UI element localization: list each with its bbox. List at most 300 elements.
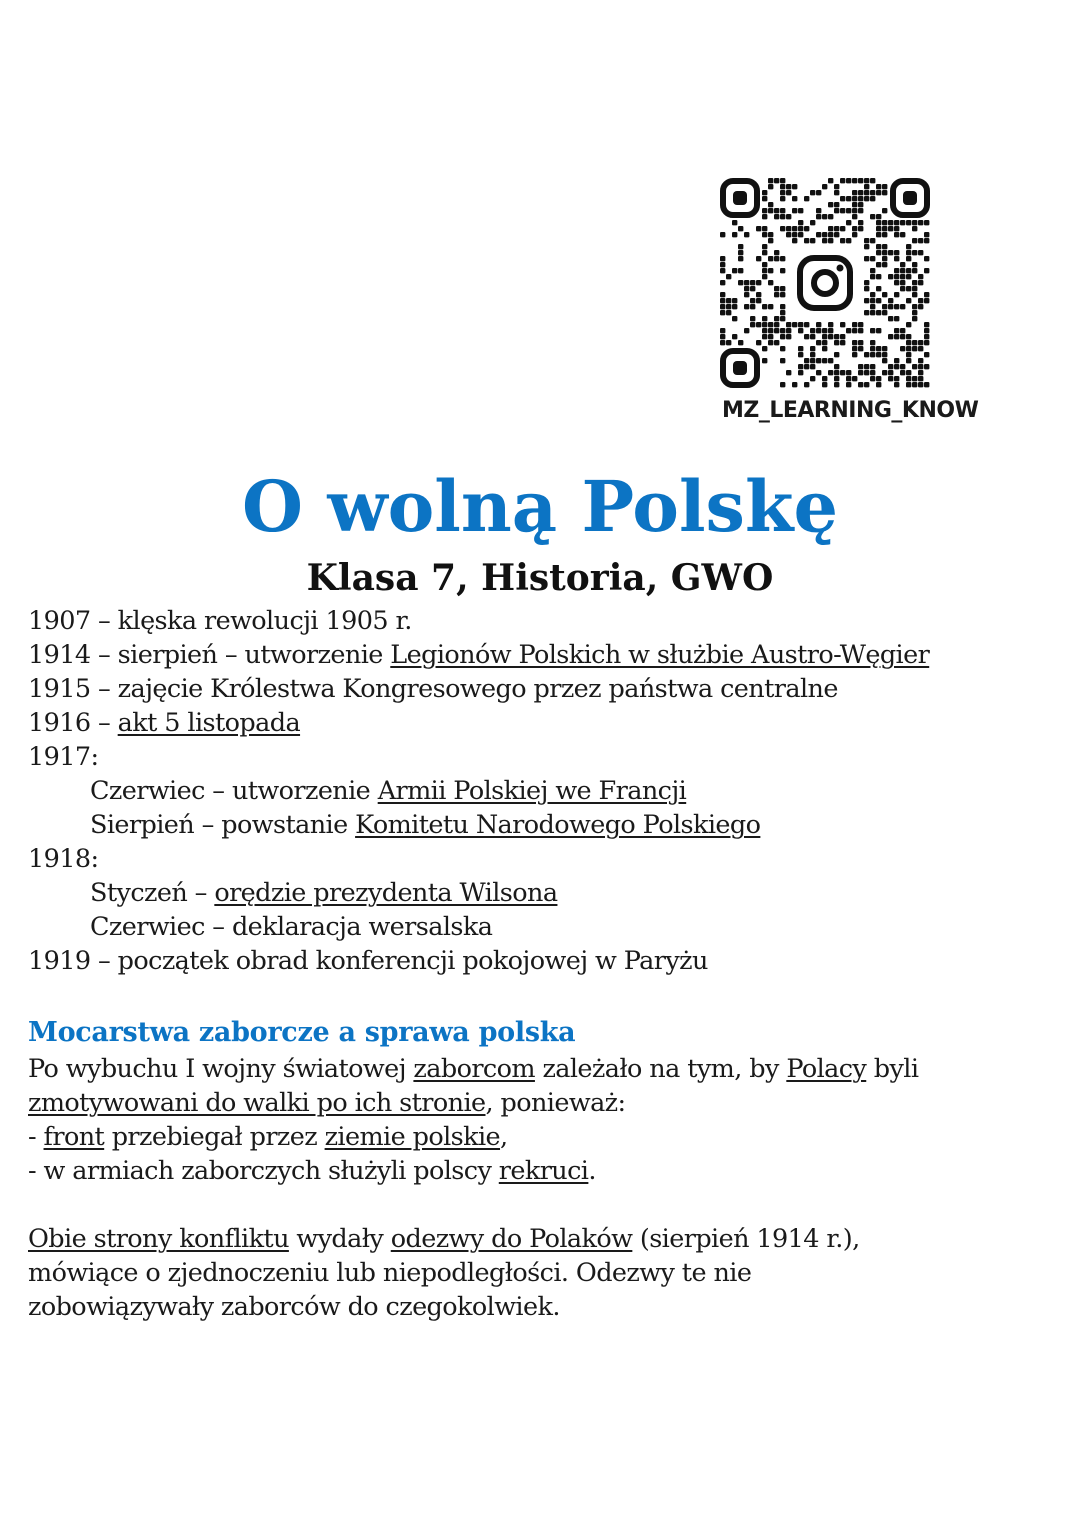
qr-module: [834, 202, 839, 207]
qr-module: [846, 208, 851, 213]
qr-module: [858, 328, 863, 333]
qr-module: [900, 286, 905, 291]
qr-module: [822, 358, 827, 363]
qr-module: [780, 256, 785, 261]
qr-module: [762, 358, 767, 363]
qr-module: [768, 268, 773, 273]
qr-module: [762, 274, 767, 279]
qr-module: [750, 280, 755, 285]
qr-module: [912, 310, 917, 315]
qr-module: [750, 316, 755, 321]
qr-module: [864, 382, 869, 387]
qr-module: [810, 358, 815, 363]
qr-module: [906, 220, 911, 225]
timeline-text: Sierpień – powstanie: [90, 810, 356, 840]
qr-module: [894, 316, 899, 321]
qr-module: [828, 322, 833, 327]
qr-module: [912, 262, 917, 267]
qr-module: [870, 256, 875, 261]
qr-module: [774, 322, 779, 327]
qr-module: [720, 268, 725, 273]
qr-module: [822, 238, 827, 243]
qr-module: [882, 310, 887, 315]
timeline-subrow: [28, 774, 1073, 808]
qr-module: [858, 340, 863, 345]
qr-module: [804, 334, 809, 339]
qr-module: [780, 334, 785, 339]
timeline-text: 1919 – początek obrad konferencji pokojowej w Paryżu: [28, 946, 708, 976]
qr-module: [894, 280, 899, 285]
qr-module: [750, 322, 755, 327]
qr-module: [768, 202, 773, 207]
qr-module: [768, 322, 773, 327]
qr-module: [840, 370, 845, 375]
qr-module: [822, 214, 827, 219]
qr-module: [720, 280, 725, 285]
timeline-text: Czerwiec – utworzenie: [90, 776, 378, 806]
qr-module: [912, 376, 917, 381]
qr-module: [816, 214, 821, 219]
qr-module: [900, 334, 905, 339]
qr-module: [894, 274, 899, 279]
qr-module: [792, 226, 797, 231]
text-run: wydały: [288, 1224, 391, 1254]
qr-module: [912, 340, 917, 345]
qr-module: [918, 280, 923, 285]
qr-module: [900, 370, 905, 375]
timeline-term: orędzie prezydenta Wilsona: [214, 878, 558, 908]
qr-module: [774, 340, 779, 345]
timeline-row: [28, 672, 1073, 706]
qr-module: [840, 340, 845, 345]
qr-module: [816, 322, 821, 327]
qr-module: [912, 268, 917, 273]
qr-module: [870, 214, 875, 219]
qr-module: [780, 208, 785, 213]
qr-module: [798, 346, 803, 351]
qr-module: [834, 232, 839, 237]
qr-module: [858, 382, 863, 387]
qr-module: [888, 364, 893, 369]
qr-module: [774, 178, 779, 183]
timeline-subrow: [28, 910, 1073, 944]
qr-module: [846, 220, 851, 225]
qr-module: [756, 226, 761, 231]
qr-module: [864, 184, 869, 189]
qr-module: [744, 292, 749, 297]
qr-module: [912, 382, 917, 387]
qr-module: [780, 226, 785, 231]
qr-module: [918, 298, 923, 303]
qr-module: [924, 340, 929, 345]
qr-module: [780, 190, 785, 195]
qr-module: [852, 346, 857, 351]
qr-module: [858, 178, 863, 183]
section-paragraph-2: [28, 1222, 1058, 1324]
qr-module: [744, 304, 749, 309]
qr-module: [900, 280, 905, 285]
qr-module: [882, 292, 887, 297]
qr-module: [888, 370, 893, 375]
qr-module: [774, 328, 779, 333]
qr-module: [720, 292, 725, 297]
qr-module: [828, 238, 833, 243]
qr-module: [804, 238, 809, 243]
qr-module: [918, 220, 923, 225]
qr-module: [792, 184, 797, 189]
qr-module: [762, 334, 767, 339]
qr-module: [840, 196, 845, 201]
qr-module: [816, 208, 821, 213]
qr-module: [870, 238, 875, 243]
qr-module: [894, 226, 899, 231]
qr-module: [852, 322, 857, 327]
qr-code-block: [720, 178, 979, 423]
qr-module: [912, 286, 917, 291]
qr-module: [768, 340, 773, 345]
qr-module: [906, 268, 911, 273]
qr-module: [768, 304, 773, 309]
qr-module: [906, 382, 911, 387]
qr-module: [768, 238, 773, 243]
qr-module: [852, 190, 857, 195]
qr-module: [894, 220, 899, 225]
qr-module: [822, 346, 827, 351]
qr-module: [804, 364, 809, 369]
text-run: ,: [500, 1122, 508, 1152]
qr-module: [882, 262, 887, 267]
qr-module: [888, 250, 893, 255]
qr-module: [888, 304, 893, 309]
qr-module: [876, 220, 881, 225]
qr-module: [762, 232, 767, 237]
qr-module: [924, 268, 929, 273]
qr-module: [816, 340, 821, 345]
qr-module: [888, 376, 893, 381]
qr-module: [900, 262, 905, 267]
qr-module: [900, 220, 905, 225]
qr-module: [762, 214, 767, 219]
qr-module: [864, 238, 869, 243]
term-motywacja: zmotywowani do walki po ich stronie: [28, 1088, 486, 1118]
timeline-text: Czerwiec – deklaracja wersalska: [90, 912, 493, 942]
text-run: (sierpień 1914 r.),: [632, 1224, 860, 1254]
qr-module: [804, 196, 809, 201]
qr-module: [882, 208, 887, 213]
qr-module: [804, 322, 809, 327]
qr-module: [870, 370, 875, 375]
qr-module: [780, 286, 785, 291]
qr-module: [834, 376, 839, 381]
qr-module: [726, 310, 731, 315]
qr-module: [762, 322, 767, 327]
qr-module: [906, 298, 911, 303]
instagram-handle: MZ_LEARNING_KNOW: [722, 398, 979, 423]
qr-module: [882, 220, 887, 225]
timeline-term: Komitetu Narodowego Polskiego: [355, 810, 761, 840]
qr-module: [912, 220, 917, 225]
qr-module: [762, 328, 767, 333]
text-run: - w armiach zaborczych służyli polscy: [28, 1156, 499, 1186]
qr-module: [798, 220, 803, 225]
qr-module: [762, 196, 767, 201]
qr-module: [876, 184, 881, 189]
qr-module: [924, 238, 929, 243]
timeline-row: [28, 740, 1073, 774]
qr-module: [906, 340, 911, 345]
qr-module: [900, 328, 905, 333]
qr-module: [798, 352, 803, 357]
qr-module: [810, 238, 815, 243]
qr-module: [744, 280, 749, 285]
qr-module: [750, 304, 755, 309]
qr-module: [876, 328, 881, 333]
qr-module: [828, 328, 833, 333]
qr-module: [750, 298, 755, 303]
qr-module: [756, 280, 761, 285]
qr-module: [924, 298, 929, 303]
qr-module: [786, 214, 791, 219]
qr-module: [804, 226, 809, 231]
qr-module: [774, 250, 779, 255]
qr-module: [882, 346, 887, 351]
qr-module: [870, 196, 875, 201]
qr-module: [852, 376, 857, 381]
qr-module: [834, 382, 839, 387]
qr-module: [924, 352, 929, 357]
qr-module: [876, 250, 881, 255]
qr-module: [834, 226, 839, 231]
qr-module: [816, 370, 821, 375]
qr-module: [852, 340, 857, 345]
qr-module: [888, 334, 893, 339]
qr-module: [864, 178, 869, 183]
qr-module: [720, 334, 725, 339]
qr-module: [906, 370, 911, 375]
qr-module: [882, 226, 887, 231]
qr-module: [774, 256, 779, 261]
qr-module: [780, 358, 785, 363]
qr-module: [834, 334, 839, 339]
timeline-text: 1917:: [28, 742, 99, 772]
qr-module: [840, 238, 845, 243]
qr-module: [858, 226, 863, 231]
qr-module: [798, 232, 803, 237]
qr-module: [774, 208, 779, 213]
timeline-text: 1918:: [28, 844, 99, 874]
timeline-text: 1907 – klęska rewolucji 1905 r.: [28, 606, 412, 636]
qr-module: [822, 328, 827, 333]
qr-module: [780, 178, 785, 183]
qr-module: [924, 322, 929, 327]
qr-module: [906, 358, 911, 363]
qr-module: [822, 232, 827, 237]
text-run: , ponieważ:: [485, 1088, 626, 1118]
qr-module: [810, 364, 815, 369]
qr-module: [894, 364, 899, 369]
qr-module: [834, 190, 839, 195]
qr-module: [876, 346, 881, 351]
qr-module: [894, 376, 899, 381]
qr-module: [786, 370, 791, 375]
qr-module: [846, 382, 851, 387]
qr-module: [894, 334, 899, 339]
timeline-row: [28, 706, 1073, 740]
qr-module: [810, 190, 815, 195]
qr-module: [756, 340, 761, 345]
qr-module: [870, 274, 875, 279]
qr-module: [906, 286, 911, 291]
qr-module: [762, 250, 767, 255]
qr-module: [870, 292, 875, 297]
qr-module: [870, 346, 875, 351]
qr-module: [768, 328, 773, 333]
text-run: Po wybuchu I wojny światowej: [28, 1054, 414, 1084]
qr-module: [720, 262, 725, 267]
term-zaborcom: zaborcom: [413, 1054, 535, 1084]
text-run: przebiegał przez: [104, 1122, 325, 1152]
qr-module: [816, 190, 821, 195]
qr-module: [798, 226, 803, 231]
qr-module: [924, 292, 929, 297]
term-front: front: [43, 1122, 105, 1152]
qr-code-icon: [720, 178, 930, 388]
qr-module: [852, 328, 857, 333]
qr-module: [756, 292, 761, 297]
qr-module: [822, 334, 827, 339]
qr-finder-top-right: [893, 181, 927, 215]
timeline-term: Armii Polskiej we Francji: [377, 776, 687, 806]
qr-module: [762, 316, 767, 321]
qr-module: [924, 328, 929, 333]
qr-module: [840, 226, 845, 231]
qr-module: [762, 208, 767, 213]
qr-module: [786, 226, 791, 231]
qr-module: [894, 292, 899, 297]
qr-module: [798, 364, 803, 369]
qr-module: [876, 298, 881, 303]
qr-module: [834, 208, 839, 213]
timeline-text: Styczeń –: [90, 878, 215, 908]
qr-module: [858, 202, 863, 207]
qr-module: [834, 352, 839, 357]
qr-module: [870, 340, 875, 345]
qr-module: [846, 328, 851, 333]
qr-module: [822, 376, 827, 381]
qr-module: [792, 208, 797, 213]
qr-module: [912, 292, 917, 297]
text-run: byli: [866, 1054, 919, 1084]
qr-module: [894, 256, 899, 261]
qr-module: [876, 382, 881, 387]
qr-module: [780, 184, 785, 189]
qr-module: [906, 346, 911, 351]
qr-module: [780, 328, 785, 333]
qr-module: [762, 190, 767, 195]
timeline-row: [28, 842, 1073, 876]
term-polacy: Polacy: [786, 1054, 867, 1084]
text-run: zależało na tym, by: [534, 1054, 787, 1084]
text-run: mówiące o zjednoczeniu lub niepodległości. Odezwy te nie: [28, 1258, 752, 1288]
qr-module: [918, 274, 923, 279]
qr-module: [792, 322, 797, 327]
qr-module: [846, 178, 851, 183]
qr-module: [852, 178, 857, 183]
qr-module: [900, 268, 905, 273]
qr-module: [918, 238, 923, 243]
qr-module: [918, 382, 923, 387]
qr-module: [846, 196, 851, 201]
qr-module: [882, 250, 887, 255]
qr-module: [726, 340, 731, 345]
qr-module: [870, 298, 875, 303]
page-title: O wolną Polskę: [242, 465, 838, 548]
qr-module: [912, 346, 917, 351]
qr-module: [816, 358, 821, 363]
qr-module: [828, 202, 833, 207]
qr-module: [786, 328, 791, 333]
qr-finder-bottom-left: [723, 351, 757, 385]
qr-module: [924, 256, 929, 261]
qr-module: [912, 304, 917, 309]
qr-module: [924, 232, 929, 237]
qr-module: [918, 346, 923, 351]
term-odezwy: odezwy do Polaków: [390, 1224, 633, 1254]
qr-module: [792, 238, 797, 243]
qr-module: [738, 250, 743, 255]
qr-module: [756, 322, 761, 327]
qr-module: [762, 268, 767, 273]
qr-module: [720, 328, 725, 333]
qr-module: [798, 370, 803, 375]
qr-finder-top-left: [723, 181, 757, 215]
qr-module: [732, 334, 737, 339]
qr-module: [780, 196, 785, 201]
qr-module: [912, 238, 917, 243]
qr-module: [852, 202, 857, 207]
qr-module: [762, 226, 767, 231]
timeline: [28, 604, 1073, 978]
qr-module: [822, 340, 827, 345]
qr-module: [900, 364, 905, 369]
qr-module: [900, 232, 905, 237]
qr-module: [720, 298, 725, 303]
qr-module: [726, 298, 731, 303]
qr-module: [720, 256, 725, 261]
qr-module: [738, 268, 743, 273]
qr-module: [774, 316, 779, 321]
qr-module: [792, 382, 797, 387]
qr-module: [744, 286, 749, 291]
qr-module: [774, 292, 779, 297]
qr-module: [810, 328, 815, 333]
qr-module: [780, 346, 785, 351]
qr-module: [792, 196, 797, 201]
qr-module: [918, 358, 923, 363]
qr-module: [786, 184, 791, 189]
qr-module: [864, 370, 869, 375]
qr-module: [912, 250, 917, 255]
qr-module: [852, 196, 857, 201]
qr-module: [768, 184, 773, 189]
qr-module: [918, 376, 923, 381]
section-heading: Mocarstwa zaborcze a sprawa polska: [28, 1017, 576, 1048]
qr-module: [840, 208, 845, 213]
qr-module: [876, 310, 881, 315]
qr-module: [888, 274, 893, 279]
qr-module: [834, 340, 839, 345]
qr-module: [894, 268, 899, 273]
